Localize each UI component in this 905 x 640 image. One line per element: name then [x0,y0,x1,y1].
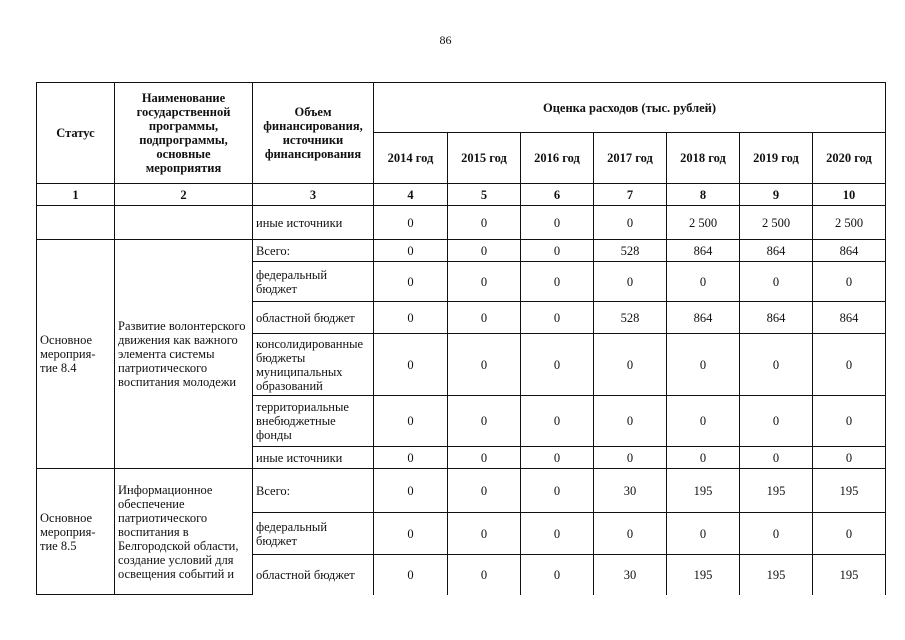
table-row [37,469,886,513]
value-cell: 528 [594,302,667,334]
value-cell: 0 [448,469,521,513]
value-cell: 0 [374,240,448,262]
value-cell: 195 [740,555,813,595]
value-cell: 0 [740,334,813,396]
source-cell: консолидированные бюджеты муниципальных образований [253,334,374,396]
value-cell: 2 500 [667,206,740,240]
value-cell: 0 [448,240,521,262]
table-row [37,206,886,240]
column-number: 4 [374,184,448,206]
table-row [37,240,886,262]
value-cell: 30 [594,469,667,513]
status-cell-empty [37,206,115,240]
value-cell: 0 [374,469,448,513]
value-cell: 0 [448,513,521,555]
value-cell: 0 [374,513,448,555]
program-name-cell: Развитие волонтерского движения как важного элемента системы патриотического воспитания молодежи [115,240,253,469]
value-cell: 0 [667,262,740,302]
value-cell: 0 [521,513,594,555]
value-cell: 0 [521,302,594,334]
value-cell: 0 [374,302,448,334]
value-cell: 0 [813,396,886,447]
value-cell: 864 [667,302,740,334]
value-cell: 0 [374,206,448,240]
column-number: 8 [667,184,740,206]
value-cell: 0 [521,334,594,396]
value-cell: 195 [667,555,740,595]
value-cell: 0 [594,262,667,302]
value-cell: 0 [374,447,448,469]
column-number: 2 [115,184,253,206]
source-cell: Всего: [253,240,374,262]
column-number: 1 [37,184,115,206]
value-cell: 2 500 [813,206,886,240]
value-cell: 0 [448,555,521,595]
value-cell: 30 [594,555,667,595]
value-cell: 864 [813,240,886,262]
value-cell: 0 [594,334,667,396]
header-year: 2019 год [740,133,813,184]
header-year: 2017 год [594,133,667,184]
status-cell: Основное мероприя-тие 8.5 [37,469,115,595]
value-cell: 0 [448,447,521,469]
value-cell: 0 [813,262,886,302]
value-cell: 0 [521,206,594,240]
value-cell: 0 [594,513,667,555]
value-cell: 0 [594,447,667,469]
value-cell: 864 [813,302,886,334]
value-cell: 864 [667,240,740,262]
value-cell: 0 [740,262,813,302]
value-cell: 0 [448,302,521,334]
column-number-row [37,184,886,206]
value-cell: 528 [594,240,667,262]
value-cell: 0 [448,334,521,396]
value-cell: 864 [740,240,813,262]
source-cell: иные источники [253,447,374,469]
column-number: 3 [253,184,374,206]
value-cell: 2 500 [740,206,813,240]
column-number: 7 [594,184,667,206]
value-cell: 0 [374,262,448,302]
source-cell: федеральный бюджет [253,513,374,555]
value-cell: 0 [740,447,813,469]
value-cell: 0 [521,555,594,595]
value-cell: 0 [448,206,521,240]
value-cell: 0 [813,447,886,469]
value-cell: 0 [667,447,740,469]
value-cell: 0 [740,396,813,447]
source-cell: областной бюджет [253,555,374,595]
value-cell: 0 [521,240,594,262]
page-number: 86 [439,33,452,47]
value-cell: 0 [374,555,448,595]
header-financing: Объем финансирования, источники финансирования [253,83,374,184]
column-number: 5 [448,184,521,206]
status-cell: Основное мероприя-тие 8.4 [37,240,115,469]
value-cell: 195 [813,469,886,513]
column-number: 10 [813,184,886,206]
value-cell: 0 [521,469,594,513]
value-cell: 0 [667,396,740,447]
budget-table [36,82,886,595]
header-year: 2020 год [813,133,886,184]
header-program-name: Наименование государственной программы, подпрограммы, основные мероприятия [115,83,253,184]
column-number: 9 [740,184,813,206]
header-year: 2015 год [448,133,521,184]
value-cell: 0 [594,206,667,240]
header-year: 2016 год [521,133,594,184]
value-cell: 0 [374,396,448,447]
column-number: 6 [521,184,594,206]
program-name-cell: Информационное обеспечение патриотического воспитания в Белгородской области, создание условий для освещения событий и [115,469,253,595]
source-cell: Всего: [253,469,374,513]
value-cell: 864 [740,302,813,334]
value-cell: 0 [521,396,594,447]
value-cell: 0 [740,513,813,555]
value-cell: 0 [448,262,521,302]
value-cell: 0 [667,334,740,396]
source-cell: федеральный бюджет [253,262,374,302]
value-cell: 195 [813,555,886,595]
header-year: 2014 год [374,133,448,184]
value-cell: 0 [594,396,667,447]
value-cell: 0 [521,262,594,302]
value-cell: 0 [374,334,448,396]
header-year: 2018 год [667,133,740,184]
source-cell: областной бюджет [253,302,374,334]
value-cell: 0 [813,513,886,555]
value-cell: 0 [521,447,594,469]
name-cell-empty [115,206,253,240]
value-cell: 195 [740,469,813,513]
header-status: Статус [37,83,115,184]
source-cell: территориальные внебюджетные фонды [253,396,374,447]
value-cell: 0 [448,396,521,447]
header-expense-estimate: Оценка расходов (тыс. рублей) [374,83,886,133]
value-cell: 0 [667,513,740,555]
value-cell: 0 [813,334,886,396]
source-cell: иные источники [253,206,374,240]
value-cell: 195 [667,469,740,513]
